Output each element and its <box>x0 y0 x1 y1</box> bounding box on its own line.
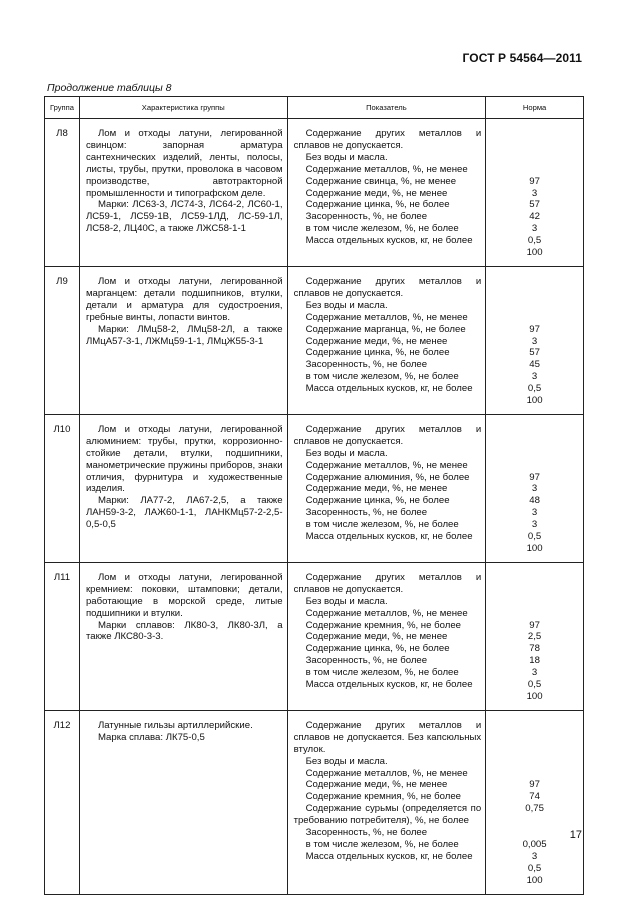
indicator-list <box>287 562 486 710</box>
indicator-list <box>287 710 486 894</box>
group-code: Л11 <box>45 562 80 710</box>
indicator-line: Засоренность, %, не более <box>305 211 428 223</box>
page-number: 17 <box>569 829 582 841</box>
indicator-line: Содержание цинка, %, не более <box>305 347 450 359</box>
table-row <box>45 562 584 710</box>
norm-value <box>486 436 583 448</box>
indicator-line: Без воды и масла. <box>305 755 388 767</box>
characteristic-paragraph: Лом и отходы латуни, легированной марганцем: детали подшипников, втулки, детали и арматура для судостроения, гребные винты, лопасти винтов. <box>85 275 283 323</box>
indicator-line: Содержание других металлов и сплавов не допускается. <box>293 128 482 151</box>
characteristic-paragraph: Латунные гильзы артиллерийские. <box>97 719 253 731</box>
table-row <box>45 266 584 414</box>
indicator-line: Масса отдельных кусков, кг, не более <box>305 531 473 543</box>
indicator-line: Без воды и масла. <box>305 151 388 163</box>
norm-value: 3 <box>531 187 538 199</box>
indicator-line: Засоренность, %, не более <box>305 507 428 519</box>
indicator-line: Содержание марганца, %, не более <box>305 323 466 335</box>
norm-value: 3 <box>531 371 538 383</box>
indicator-line: Содержание металлов, %, не менее <box>305 767 468 779</box>
norm-value <box>486 608 583 620</box>
indicator-line: Без воды и масла. <box>305 299 388 311</box>
column-header-norm: Норма <box>486 97 584 119</box>
indicator-line: Содержание других металлов и сплавов не допускается. <box>293 275 482 299</box>
column-header-characteristic: Характеристика группы <box>79 97 287 119</box>
characteristic-paragraph: Марки сплавов: ЛК80-3, ЛК80-3Л, а также ЛКС80-3-3. <box>85 619 283 643</box>
norm-value: 100 <box>526 690 543 702</box>
indicator-line: Содержание металлов, %, не менее <box>305 459 468 471</box>
indicator-line: Засоренность, %, не более <box>305 655 428 667</box>
norm-value: 0,5 <box>527 679 542 691</box>
indicator-line: в том числе железом, %, не более <box>305 667 459 679</box>
norm-value: 74 <box>529 791 540 803</box>
norm-value: 3 <box>531 507 538 519</box>
norm-value <box>486 744 583 756</box>
group-characteristic <box>79 266 287 414</box>
indicator-list <box>287 266 486 414</box>
indicator-line: Содержание других металлов и сплавов не допускается. <box>293 423 482 447</box>
indicator-line: Содержание других металлов и сплавов не допускается. <box>293 571 482 595</box>
indicator-line: Содержание металлов, %, не менее <box>305 607 468 619</box>
norm-value: 78 <box>529 643 540 655</box>
indicator-line: Содержание металлов, %, не менее <box>305 163 468 175</box>
indicator-line: в том числе железом, %, не более <box>305 838 459 850</box>
indicator-list <box>287 119 486 267</box>
indicator-line: Без воды и масла. <box>305 447 388 459</box>
norm-value: 97 <box>529 779 540 791</box>
indicator-line: Содержание кремния, %, не более <box>305 791 461 803</box>
indicator-line: Содержание сурьмы (определяется по требованию потребителя), %, не более <box>293 803 482 827</box>
norm-value: 0,75 <box>525 803 544 815</box>
group-code: Л10 <box>45 414 80 562</box>
characteristic-paragraph: Марки: ЛС63-3, ЛС74-3, ЛС64-2, ЛС60-1, ЛС59-1, ЛС59-1В, ЛС59-1ЛД, ЛС-59-1Л, ЛС58-2, ЛЦ40С, а также ЛЖС58-1-1 <box>85 199 283 235</box>
norm-value: 45 <box>529 359 540 371</box>
column-header-group: Группа <box>45 97 80 119</box>
group-characteristic <box>79 119 287 267</box>
norm-value <box>486 572 583 584</box>
norm-value <box>486 300 583 312</box>
indicator-line: Содержание цинка, %, не более <box>305 643 450 655</box>
norm-value <box>486 756 583 768</box>
characteristic-paragraph: Марки: ЛМц58-2, ЛМц58-2Л, а также ЛМцА57-3-1, ЛЖМц59-1-1, ЛМцЖ55-3-1 <box>85 323 283 347</box>
norm-value <box>486 815 583 827</box>
norm-value: 97 <box>529 323 540 335</box>
norm-value <box>486 720 583 732</box>
norm-value: 0,005 <box>522 838 547 850</box>
norm-value: 0,5 <box>527 862 542 874</box>
norm-value <box>486 140 583 152</box>
norm-values <box>486 562 584 710</box>
norm-value: 3 <box>531 483 538 495</box>
indicator-line: Содержание цинка, %, не более <box>305 495 450 507</box>
norm-value: 97 <box>529 471 540 483</box>
characteristic-paragraph: Марка сплава: ЛК75-0,5 <box>97 731 205 743</box>
indicator-line: Засоренность, %, не более <box>305 359 428 371</box>
norm-value: 57 <box>529 199 540 211</box>
norm-value: 57 <box>529 347 540 359</box>
norm-value: 100 <box>526 874 543 886</box>
group-characteristic <box>79 562 287 710</box>
group-code: Л12 <box>45 710 80 894</box>
indicator-line: Содержание меди, %, не менее <box>305 631 448 643</box>
norm-value <box>486 424 583 436</box>
indicator-line: Содержание металлов, %, не менее <box>305 311 468 323</box>
norm-value <box>486 584 583 596</box>
indicator-line: Содержание кремния, %, не более <box>305 619 461 631</box>
norm-value <box>486 596 583 608</box>
indicator-line: Без воды и масла. <box>305 595 388 607</box>
norm-value <box>486 768 583 780</box>
indicator-line: Содержание других металлов и сплавов не допускается. Без капсюльных втулок. <box>293 719 482 755</box>
indicator-line: Содержание меди, %, не менее <box>305 187 448 199</box>
norm-value: 3 <box>531 223 538 235</box>
indicator-line: в том числе железом, %, не более <box>305 519 459 531</box>
norm-value: 18 <box>529 655 540 667</box>
norm-value <box>486 448 583 460</box>
indicator-line: Содержание меди, %, не менее <box>305 335 448 347</box>
norm-value <box>486 152 583 164</box>
norm-value <box>486 312 583 324</box>
indicator-line: Засоренность, %, не более <box>305 827 428 839</box>
characteristic-paragraph: Лом и отходы латуни, легированной алюминием: трубы, прутки, коррозионно-стойкие детали, втулки, подшипники, манометрические пружины приборов, знаки отличия, фурнитура и художественные изделия. <box>85 423 283 495</box>
norm-value: 2,5 <box>527 631 542 643</box>
norm-value: 0,5 <box>527 235 542 247</box>
indicator-line: Содержание меди, %, не менее <box>305 779 448 791</box>
table-row <box>45 119 584 267</box>
column-header-indicator: Показатель <box>287 97 486 119</box>
indicator-list <box>287 414 486 562</box>
norm-value: 3 <box>531 519 538 531</box>
norm-value: 3 <box>531 335 538 347</box>
group-code: Л9 <box>45 266 80 414</box>
indicator-line: Масса отдельных кусков, кг, не более <box>305 235 473 247</box>
characteristic-paragraph: Лом и отходы латуни, легированной кремнием: поковки, штамповки; детали, работающие в морской среде, литые подшипники и втулки. <box>85 571 283 619</box>
norm-value: 48 <box>529 495 540 507</box>
norm-value: 97 <box>529 175 540 187</box>
group-code: Л8 <box>45 119 80 267</box>
norm-value: 97 <box>529 619 540 631</box>
norm-value <box>486 827 583 839</box>
characteristic-paragraph: Марки: ЛА77-2, ЛА67-2,5, а также ЛАН59-3-2, ЛАЖ60-1-1, ЛАНКМц57-2-2,5-0,5-0,5 <box>85 495 283 531</box>
norm-value: 3 <box>531 850 538 862</box>
indicator-line: Содержание алюминия, %, не более <box>305 471 470 483</box>
indicator-line: в том числе железом, %, не более <box>305 223 459 235</box>
norm-values <box>486 119 584 267</box>
norm-value <box>486 288 583 300</box>
indicator-line: Масса отдельных кусков, кг, не более <box>305 679 473 691</box>
norm-value <box>486 128 583 140</box>
indicator-line: Содержание меди, %, не менее <box>305 483 448 495</box>
indicator-line: в том числе железом, %, не более <box>305 371 459 383</box>
table-caption: Продолжение таблицы 8 <box>47 82 172 94</box>
norm-value <box>486 732 583 744</box>
norm-value: 100 <box>526 395 543 407</box>
group-characteristic <box>79 414 287 562</box>
indicator-line: Масса отдельных кусков, кг, не более <box>305 850 473 862</box>
table-header-row <box>45 97 584 119</box>
norm-value: 42 <box>529 211 540 223</box>
norm-values <box>486 266 584 414</box>
table-row <box>45 414 584 562</box>
norm-value <box>486 276 583 288</box>
indicator-line: Масса отдельных кусков, кг, не более <box>305 383 473 395</box>
norm-value: 0,5 <box>527 383 542 395</box>
group-characteristic <box>79 710 287 894</box>
norms-table <box>44 96 584 895</box>
norm-values <box>486 710 584 894</box>
standard-header: ГОСТ Р 54564—2011 <box>462 51 582 65</box>
indicator-line: Содержание цинка, %, не более <box>305 199 450 211</box>
table-row <box>45 710 584 894</box>
norm-value <box>486 164 583 176</box>
characteristic-paragraph: Лом и отходы латуни, легированной свинцом: запорная арматура сантехнических изделий, ленты, полосы, листы, трубы, прутки, проволока в часовом производстве, автотракторной промышленности и типографском деле. <box>85 128 283 199</box>
norm-value <box>486 460 583 472</box>
norm-value: 3 <box>531 667 538 679</box>
indicator-line: Содержание свинца, %, не менее <box>305 175 457 187</box>
norm-value: 0,5 <box>527 531 542 543</box>
norm-value: 100 <box>526 543 543 554</box>
norm-values <box>486 414 584 562</box>
norm-value: 100 <box>526 247 543 259</box>
